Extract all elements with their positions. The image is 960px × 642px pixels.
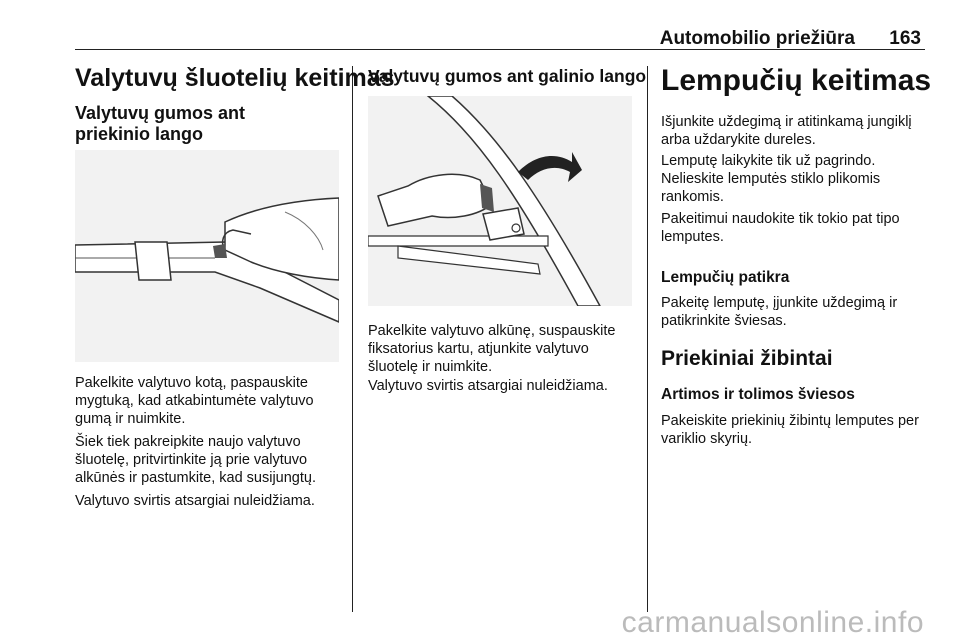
- section-subtitle: Lempučių patikra: [661, 269, 790, 286]
- paragraph: Lemputę laikykite tik už pagrindo. Nelieskite lemputės stiklo plikomis rankomis.: [661, 153, 881, 205]
- section-subtitle: Artimos ir tolimos šviesos: [661, 386, 855, 403]
- paragraph: Valytuvo svirtis atsargiai nuleidžiama.: [368, 378, 608, 394]
- paragraph: Pakeitimui naudokite tik tokio pat tipo lemputes.: [661, 211, 900, 245]
- rear-wiper-illustration: [368, 96, 632, 306]
- section-subtitle: Valytuvų gumos ant priekinio lango: [75, 103, 246, 144]
- section-subtitle: Priekiniai žibintai: [661, 347, 833, 370]
- paragraph: Pakeitę lemputę, įjunkite uždegimą ir patikrinkite šviesas.: [661, 295, 898, 329]
- section-title: Lempučių keitimas: [661, 64, 932, 97]
- paragraph: Pakeiskite priekinių žibintų lemputes per variklio skyrių.: [661, 413, 919, 447]
- paragraph: Pakelkite valytuvo alkūnę, suspauskite fiksatorius kartu, atjunkite valytuvo šluotelę ir nuimkite.: [368, 323, 616, 375]
- front-wiper-illustration: [75, 150, 339, 362]
- header-title: Automobilio priežiūra: [659, 28, 855, 49]
- paragraph: Šiek tiek pakreipkite naujo valytuvo šluotelę, pritvirtinkite ją prie valytuvo alkūnės ir pastumkite, kad susijungtų.: [75, 434, 316, 486]
- paragraph: Išjunkite uždegimą ir atitinkamą jungiklį arba uždarykite dureles.: [661, 114, 912, 148]
- column-divider: [352, 66, 353, 612]
- paragraph: Valytuvo svirtis atsargiai nuleidžiama.: [75, 493, 315, 509]
- paragraph: Pakelkite valytuvo kotą, paspauskite mygtuką, kad atkabintumėte valytuvo gumą ir nuimkite.: [75, 375, 314, 427]
- watermark: carmanualsonline.info: [621, 606, 924, 639]
- page-number: 163: [889, 28, 921, 49]
- section-subtitle: Valytuvų gumos ant galinio lango: [368, 66, 647, 86]
- column-divider: [647, 66, 648, 612]
- page-header: [75, 26, 925, 50]
- section-title: Valytuvų šluotelių keitimas: [75, 64, 395, 92]
